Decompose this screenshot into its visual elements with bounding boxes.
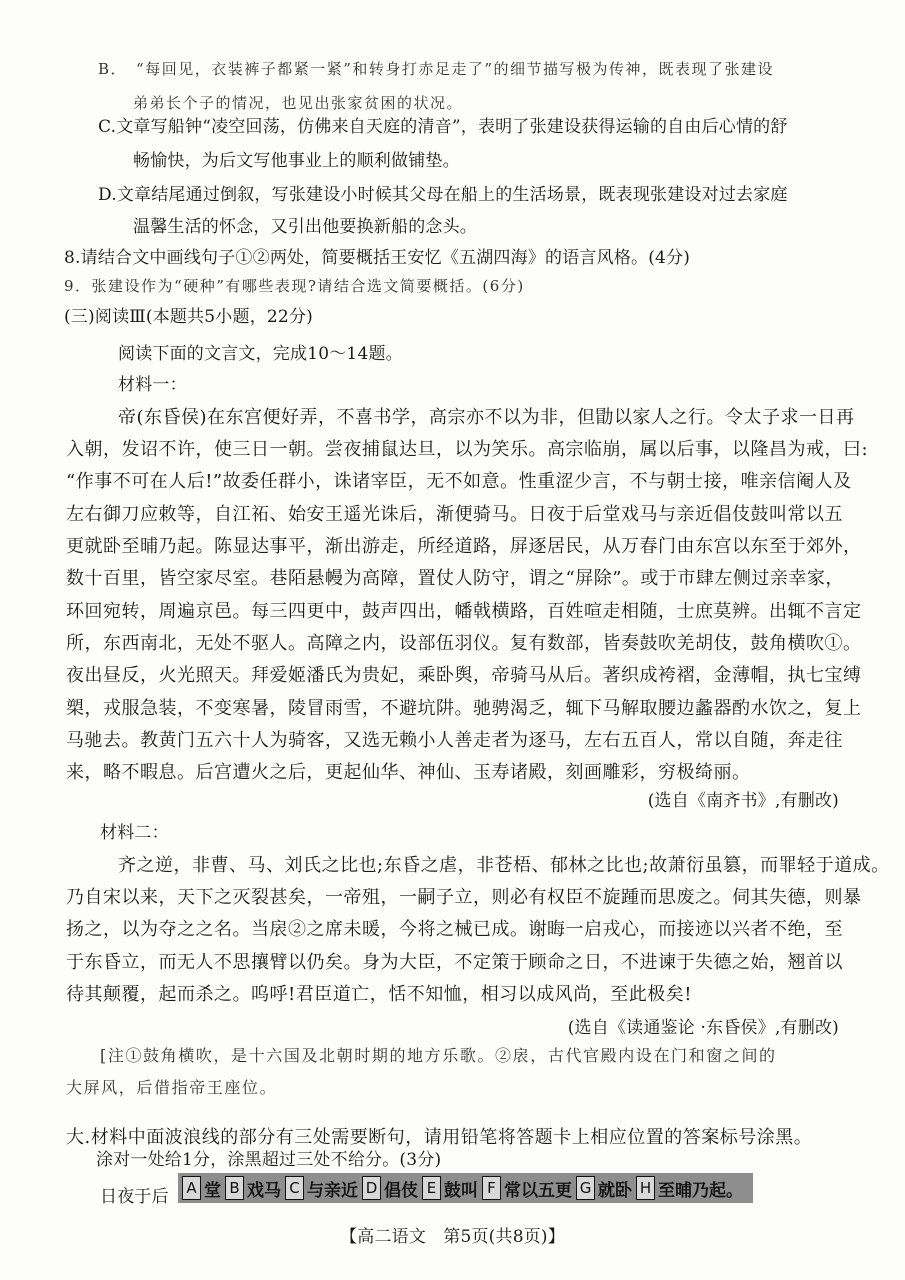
material-1-line: 数十百里，皆空家尽室。巷陌悬幔为高障，置仗人防守，谓之“屏除”。或于市肆左侧过亲幸家，	[66, 568, 844, 589]
material-1-line: 槊，戎服急装，不变寒暑，陵冒雨雪，不避坑阱。驰骋渴乏，辄下马解取腰边蠡器酌水饮之，复上	[66, 698, 862, 719]
material-1-line: 所，东西南北，无处不驱人。高障之内，设部伍羽仪。复有数部，皆奏鼓吹羌胡伎，鼓角横吹①。	[66, 633, 862, 654]
choice-c[interactable]: C 与亲近	[285, 1176, 358, 1201]
material-2-line: 扬之，以为夺之之名。当扆②之席未暖，今将之械已成。谢晦一启戎心，而接迹以兴者不绝，至	[66, 919, 843, 940]
material-1-source: (选自《南齐书》,有删改)	[647, 791, 839, 811]
material-1-label: 材料一：	[118, 375, 187, 395]
option-d-line2: 温馨生活的怀念，又引出他要换新船的念头。	[133, 217, 477, 237]
material-2-line: 齐之逆，非曹、马、刘氏之比也;东昏之虐，非苍梧、郁林之比也;故萧衍虽篡，而罪轻于道成。	[118, 855, 890, 876]
answer-choices-strip	[178, 1173, 753, 1203]
material-1-line: 左右御刀应敕等，自江祏、始安王遥光诛后，渐便骑马。日夜于后堂戏马与亲近倡伎鼓叫常以五	[66, 504, 843, 525]
section-3-intro: 阅读下面的文言文，完成10～14题。	[118, 344, 403, 364]
option-c-line2: 畅愉快，为后文写他事业上的顺利做铺垫。	[133, 151, 460, 171]
option-c-line1: C.文章写船钟“凌空回荡，仿佛来自天庭的清音”，表明了张建设获得运输的自由后心情的舒	[98, 117, 788, 137]
material-1-line: 环回宛转，周遍京邑。每三四更中，鼓声四出，幡戟横路，百姓喧走相随，士庶莫辨。出辄不言定	[66, 601, 862, 622]
choice-a[interactable]: A 堂	[182, 1176, 221, 1201]
question-9: 9．张建设作为“硬种”有哪些表现?请结合选文简要概括。(6分)	[64, 277, 525, 295]
material-2-source: (选自《读通鉴论 ·东昏侯》,有删改)	[567, 1018, 839, 1038]
material-1-line: 更就卧至晡乃起。陈显达事平，渐出游走，所经道路，屏逐居民，从万春门由东宫以东至于郊外，	[66, 536, 862, 557]
annotation-line2: 大屏风，后借指帝王座位。	[66, 1078, 278, 1097]
option-d-line1: D.文章结尾通过倒叙，写张建设小时候其父母在船上的生活场景，既表现张建设对过去家庭	[98, 185, 788, 205]
question-10-line1: 大.材料中面波浪线的部分有三处需要断句，请用铅笔将答题卡上相应位置的答案标号涂黑。	[66, 1127, 813, 1148]
material-2-label: 材料二：	[100, 823, 169, 843]
question-8: 8.请结合文中画线句子①②两处，简要概括王安忆《五湖四海》的语言风格。(4分)	[64, 248, 691, 268]
question-10-line2: 涂对一处给1分，涂黑超过三处不给分。(3分)	[96, 1150, 442, 1170]
section-3-title: (三)阅读Ⅲ(本题共5小题，22分)	[64, 307, 313, 327]
material-1-line: “作事不可在人后!”故委任群小，诛诸宰臣，无不如意。性重涩少言，不与朝士接，唯亲信阉人及	[66, 471, 852, 492]
page-footer: 【高二语文 第5页(共8页)】	[340, 1227, 565, 1247]
material-2-line: 待其颠覆，起而杀之。呜呼!君臣道亡，恬不知恤，相习以成风尚，至此极矣!	[66, 984, 692, 1005]
material-1-line: 夜出昼反，火光照天。拜爱姬潘氏为贵妃，乘卧舆，帝骑马从后。著织成袴褶，金薄帽，执七宝缚	[66, 665, 862, 686]
annotation-line1: [注①鼓角横吹，是十六国及北朝时期的地方乐歌。②扆，古代官殿内设在门和窗之间的	[100, 1046, 777, 1065]
choice-e[interactable]: E 鼓叫	[422, 1176, 478, 1201]
question-10-prefix: 日夜于后	[100, 1187, 169, 1207]
choice-g[interactable]: G 就卧	[576, 1176, 632, 1201]
material-1-line: 入朝，发诏不许，使三日一朝。尝夜捕鼠达旦，以为笑乐。高宗临崩，属以后事，以隆昌为戒，曰:	[66, 439, 869, 460]
material-1-line: 帝(东昏侯)在东宫便好弄，不喜书学，高宗亦不以为非，但勖以家人之行。令太子求一日再	[118, 407, 855, 428]
material-2-line: 于东昏立，而无人不思攘臂以仍矣。身为大臣，不定策于顾命之日，不进谏于失德之始，翘首以	[66, 952, 843, 973]
material-1-line: 来，略不暇息。后宫遭火之后，更起仙华、神仙、玉寿诸殿，刻画雕彩，穷极绮丽。	[66, 762, 751, 783]
option-b-line1: B． “每回见，衣装裤子都紧一紧”和转身打赤足走了”的细节描写极为传神，既表现了张建设	[98, 60, 775, 78]
choice-d[interactable]: D 倡伎	[362, 1176, 418, 1201]
choice-h[interactable]: H 至晡乃起。	[636, 1176, 743, 1201]
choice-f[interactable]: F 常以五更	[482, 1176, 572, 1201]
option-b-line2: 弟弟长个子的情况，也见出张家贫困的状况。	[133, 94, 464, 112]
material-2-line: 乃自宋以来，天下之灭裂甚矣，一帝殂，一嗣子立，则必有权臣不旋踵而思废之。伺其失德，则暴	[66, 887, 862, 908]
choice-b[interactable]: B 戏马	[225, 1176, 281, 1201]
material-1-line: 马驰去。教黄门五六十人为骑客，又选无赖小人善走者为逐马，左右五百人，常以自随，奔走往	[66, 730, 843, 751]
